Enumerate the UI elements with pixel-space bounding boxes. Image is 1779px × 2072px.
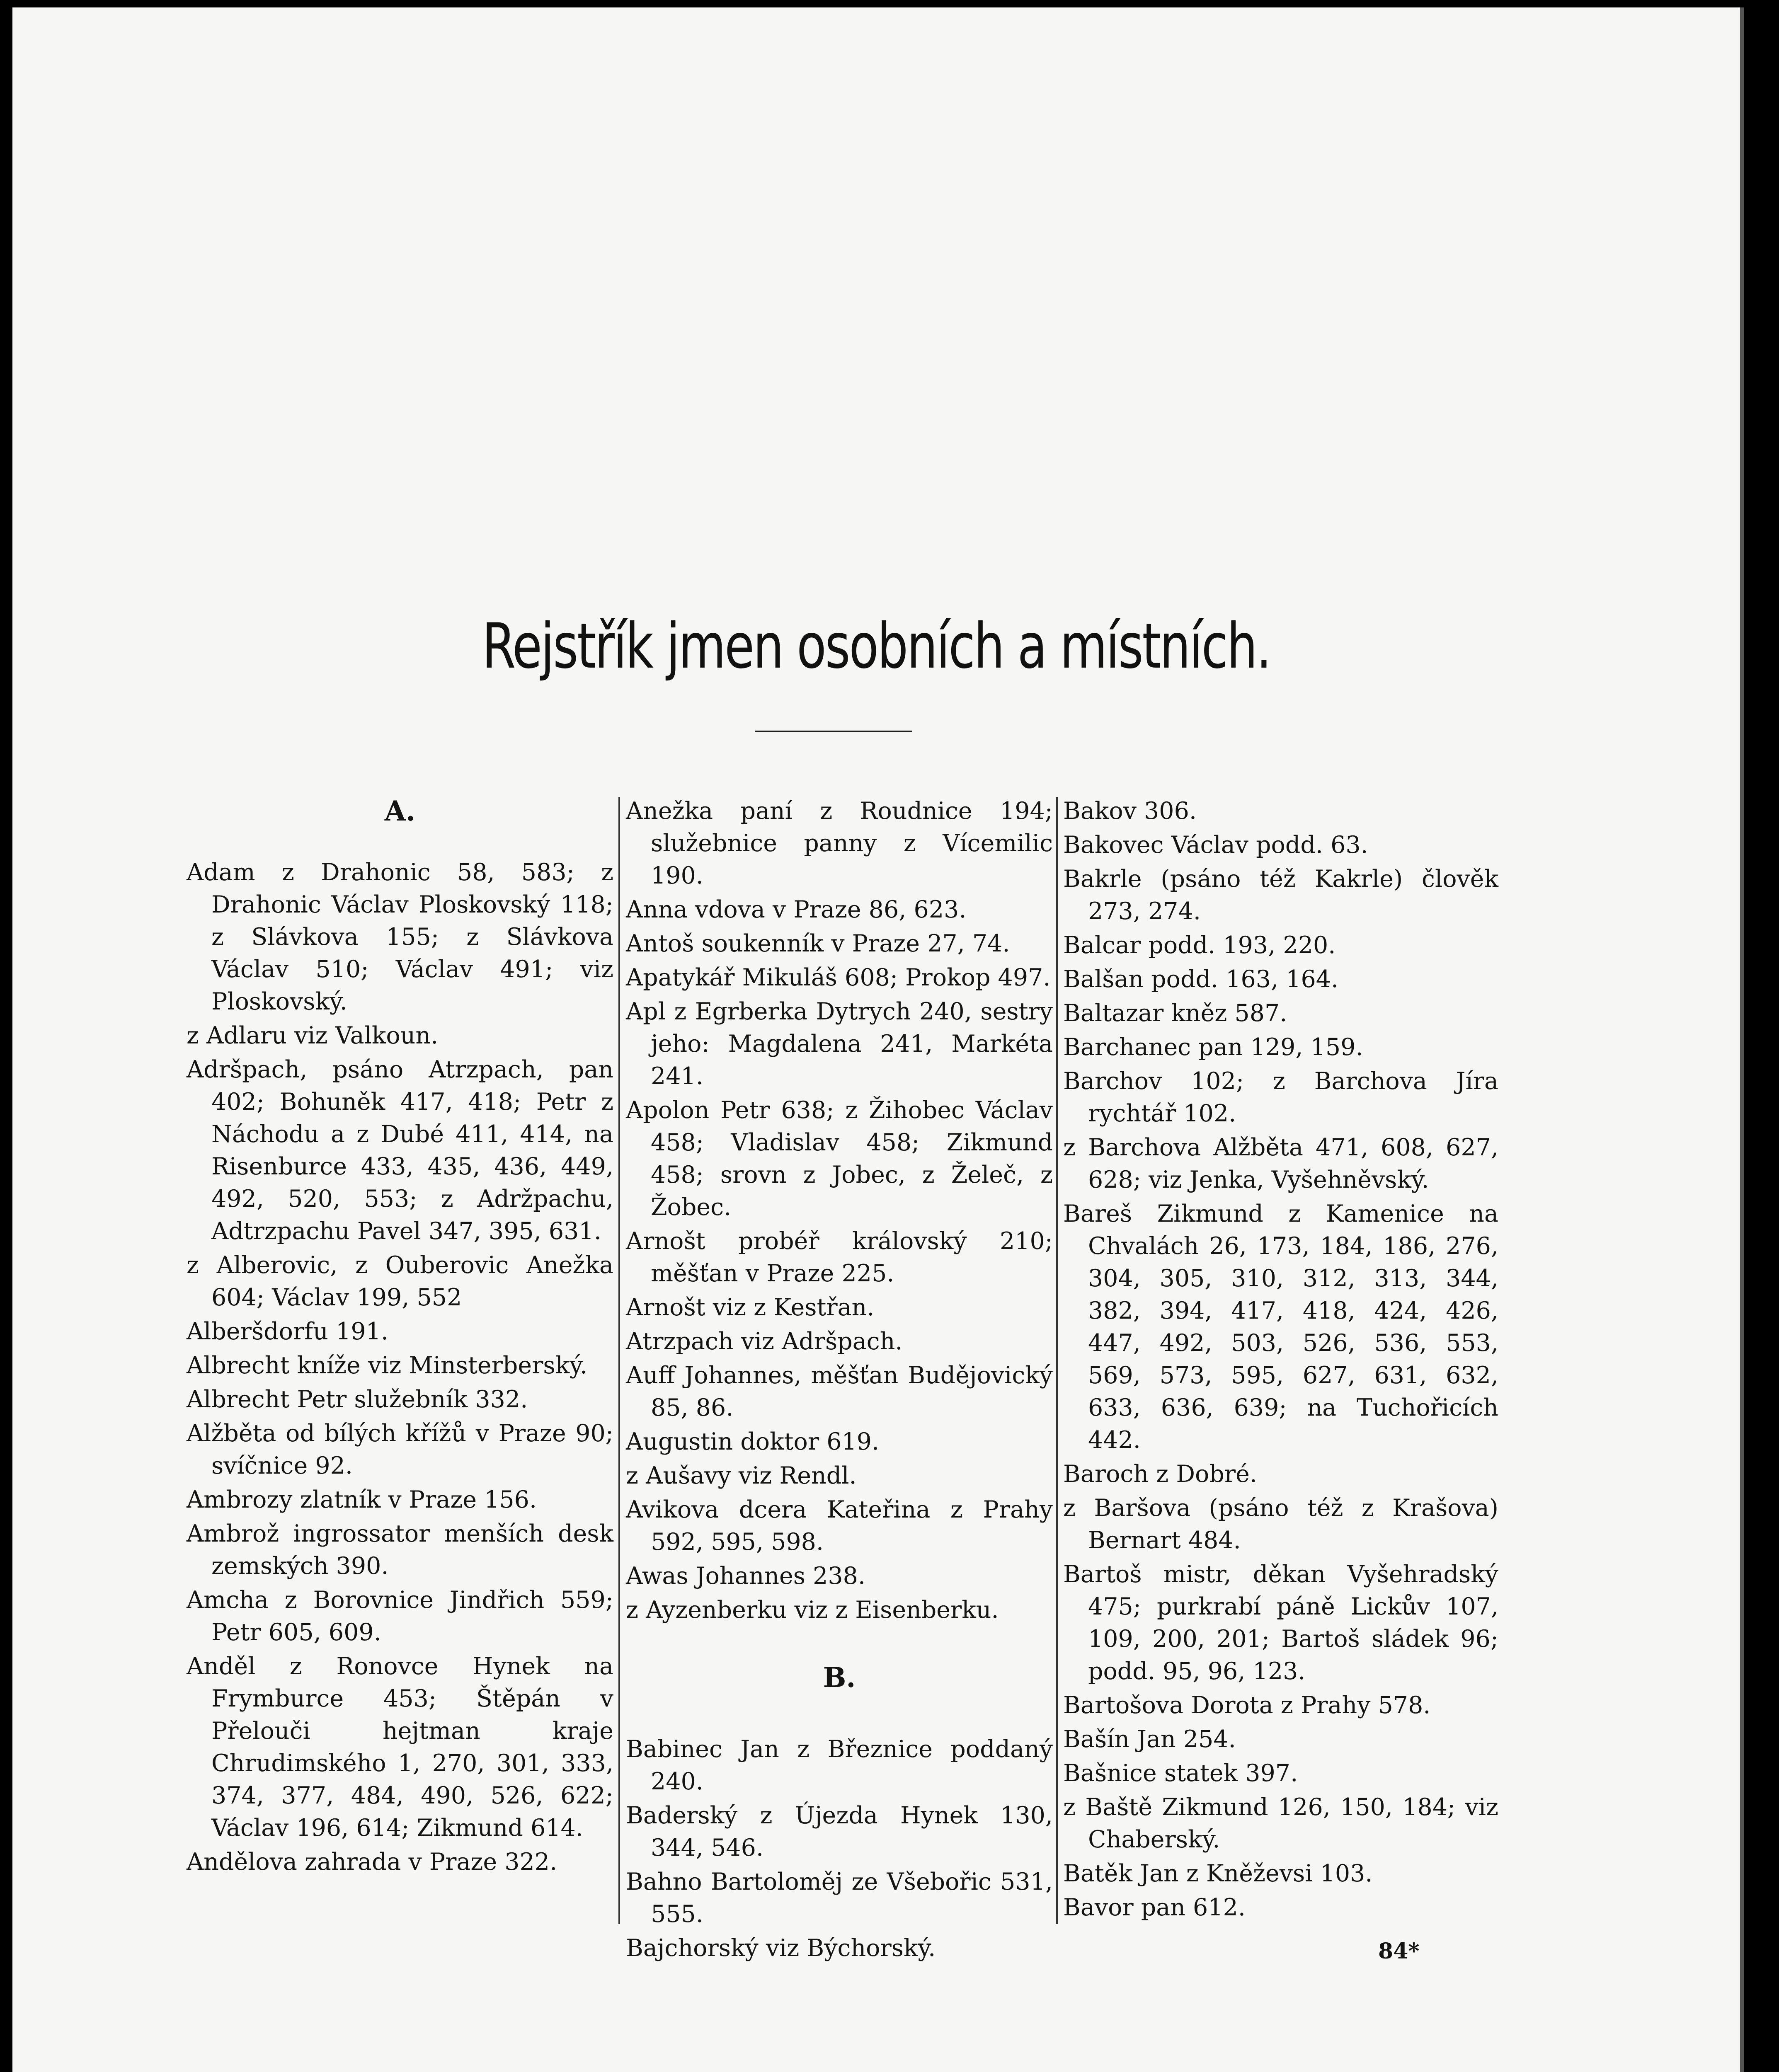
page-title: Rejstřík jmen osobních a místních.: [482, 610, 1270, 683]
column-rule-1: [618, 797, 620, 1924]
index-entry: Arnošt probéř královský 210; měšťan v Praze 225.: [626, 1227, 1053, 1287]
page-number: 84*: [1378, 1939, 1420, 1964]
index-entry: Balšan podd. 163, 164.: [1063, 966, 1339, 993]
index-entry: Anděl z Ronovce Hynek na Frymburce 453; Štěpán v Přelouči hejtman kraje Chrudimského 1, 270, 301, 333, 374, 377, 484, 490, 526, 622; Václav 196, 614; Zikmund 614.: [187, 1653, 613, 1842]
index-entry: Bakrle (psáno též Kakrle) člověk 273, 274.: [1063, 865, 1498, 925]
index-entry: z Ayzenberku viz z Eisenberku.: [626, 1596, 999, 1624]
index-entry: Batěk Jan z Kněževsi 103.: [1063, 1860, 1373, 1887]
index-entry: Bakovec Václav podd. 63.: [1063, 831, 1368, 859]
book-page: [12, 7, 1744, 2072]
index-entry: Baderský z Újezda Hynek 130, 344, 546.: [626, 1802, 1053, 1861]
index-entry: Adršpach, psáno Atrzpach, pan 402; Bohuněk 417, 418; Petr z Náchodu a z Dubé 411, 414, na Risenburce 433, 435, 436, 449, 492, 520, 553; z Adržpachu, Adtrzpachu Pavel 347, 395, 631.: [187, 1056, 613, 1245]
index-entry: Bahno Bartoloměj ze Všebořic 531, 555.: [626, 1868, 1053, 1928]
section-heading-a: A.: [384, 795, 416, 827]
index-entry: Bajchorský viz Býchorský.: [626, 1934, 936, 1962]
index-entry: Albrecht kníže viz Minsterberský.: [187, 1352, 587, 1379]
index-entry: Amcha z Borovnice Jindřich 559; Petr 605, 609.: [187, 1586, 613, 1646]
index-entry: Baroch z Dobré.: [1063, 1460, 1257, 1488]
index-entry: Bakov 306.: [1063, 797, 1197, 825]
index-entry: Apl z Egrberka Dytrych 240, sestry jeho: Magdalena 241, Markéta 241.: [626, 998, 1053, 1090]
index-entry: z Baště Zikmund 126, 150, 184; viz Chaberský.: [1063, 1794, 1498, 1853]
index-entry: Bašín Jan 254.: [1063, 1726, 1236, 1753]
index-entry: z Aušavy viz Rendl.: [626, 1462, 857, 1489]
index-entry: Babinec Jan z Březnice poddaný 240.: [626, 1736, 1053, 1795]
column-rule-2: [1056, 797, 1058, 1924]
index-entry: Barchov 102; z Barchova Jíra rychtář 102.: [1063, 1067, 1498, 1127]
index-entry: Avikova dcera Kateřina z Prahy 592, 595, 598.: [626, 1496, 1053, 1556]
index-entry: Barchanec pan 129, 159.: [1063, 1034, 1363, 1061]
index-entry: Bavor pan 612.: [1063, 1894, 1246, 1921]
index-entry: Bartoš mistr, děkan Vyšehradský 475; purkrabí páně Lickův 107, 109, 200, 201; Bartoš sládek 96; podd. 95, 96, 123.: [1063, 1561, 1498, 1685]
index-entry: z Baršova (psáno též z Krašova) Bernart 484.: [1063, 1494, 1498, 1554]
index-entry: z Alberovic, z Ouberovic Anežka 604; Václav 199, 552: [187, 1251, 613, 1311]
index-entry: Ambrož ingrossator menších desk zemských 390.: [187, 1520, 613, 1580]
index-entry: Ambrozy zlatník v Praze 156.: [187, 1486, 537, 1513]
section-heading-b: B.: [823, 1661, 856, 1694]
index-entry: Bašnice statek 397.: [1063, 1760, 1298, 1787]
index-entry: Awas Johannes 238.: [626, 1562, 866, 1590]
index-entry: Antoš soukenník v Praze 27, 74.: [626, 930, 1010, 957]
index-entry: Bartošova Dorota z Prahy 578.: [1063, 1692, 1431, 1719]
index-entry: Albrecht Petr služebník 332.: [187, 1386, 528, 1413]
index-column-2: [626, 795, 1053, 1966]
index-column-1: [187, 795, 613, 1880]
index-entry: Atrzpach viz Adršpach.: [626, 1328, 903, 1355]
index-entry: z Barchova Alžběta 471, 608, 627, 628; viz Jenka, Vyšehněvský.: [1063, 1134, 1498, 1193]
index-entry: Adam z Drahonic 58, 583; z Drahonic Václav Ploskovský 118; z Slávkova 155; z Slávkova Václav 510; Václav 491; viz Ploskovský.: [187, 859, 613, 1015]
index-entry: Apatykář Mikuláš 608; Prokop 497.: [626, 964, 1051, 991]
index-entry: Baltazar kněz 587.: [1063, 1000, 1287, 1027]
title-divider: [755, 731, 912, 732]
index-entry: Balcar podd. 193, 220.: [1063, 932, 1336, 959]
index-entry: Arnošt viz z Kestřan.: [626, 1294, 875, 1321]
index-entry: Auff Johannes, měšťan Budějovický 85, 86.: [626, 1362, 1053, 1421]
index-entry: Augustin doktor 619.: [626, 1428, 880, 1455]
index-entry: Anežka paní z Roudnice 194; služebnice panny z Vícemilic 190.: [626, 797, 1053, 889]
index-entry: Alberšdorfu 191.: [187, 1318, 389, 1345]
index-entry: z Adlaru viz Valkoun.: [187, 1022, 439, 1049]
index-entry: Bareš Zikmund z Kamenice na Chvalách 26, 173, 184, 186, 276, 304, 305, 310, 312, 313, 344, 382, 394, 417, 418, 424, 426, 447, 492, 503, 526, 536, 553, 569, 573, 595, 627, 631, 632, 633, 636, 639; na Tuchořicích 442.: [1063, 1200, 1498, 1454]
index-entry: Apolon Petr 638; z Žihobec Václav 458; Vladislav 458; Zikmund 458; srovn z Jobec, z Želeč, z Žobec.: [626, 1097, 1053, 1221]
index-entry: Anna vdova v Praze 86, 623.: [626, 896, 967, 923]
index-entry: Alžběta od bílých křížů v Praze 90; svíčnice 92.: [187, 1420, 613, 1479]
index-column-3: [1063, 795, 1498, 1925]
index-entry: Andělova zahrada v Praze 322.: [187, 1848, 557, 1876]
